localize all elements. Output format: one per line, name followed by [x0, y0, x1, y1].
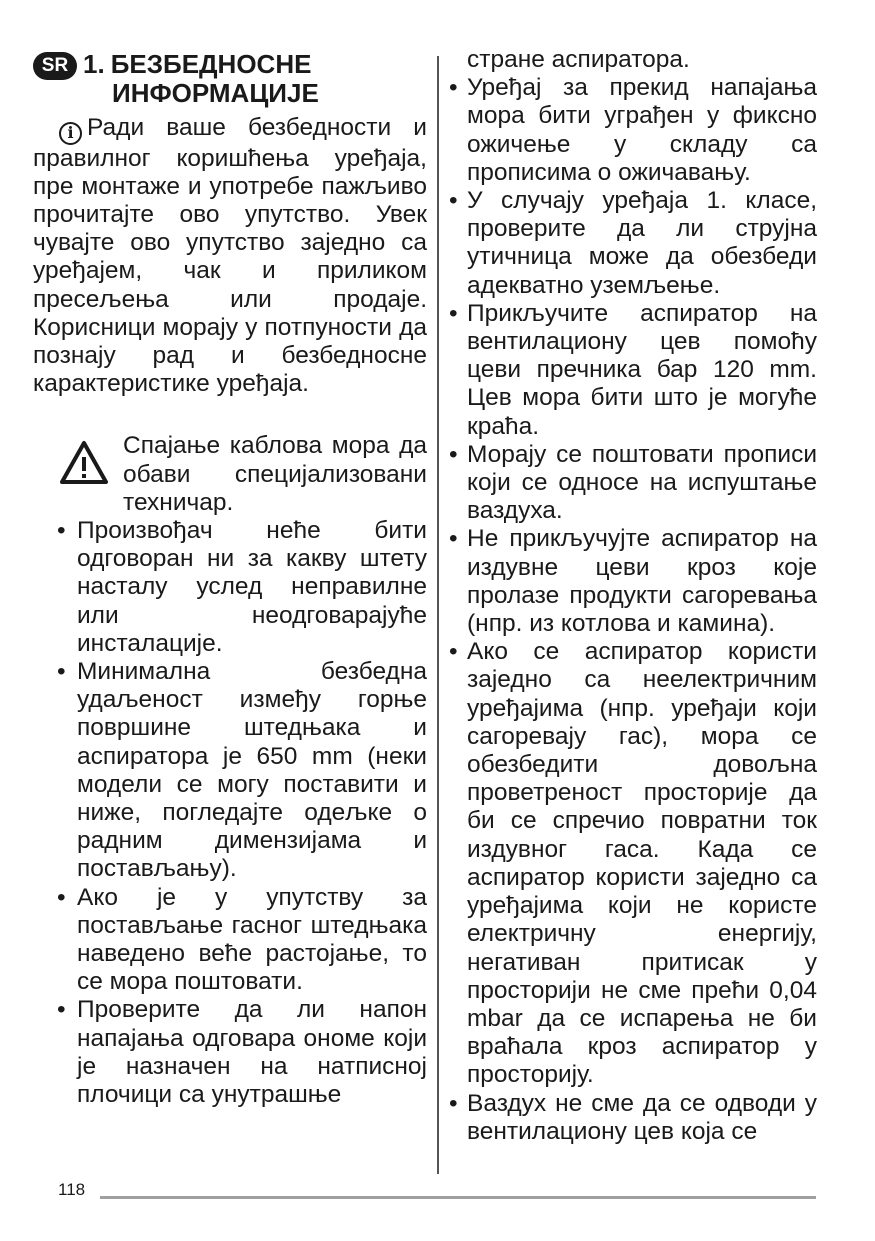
- left-bullet-list: [33, 517, 427, 1109]
- list-item: [449, 525, 817, 638]
- bullet-mark: •: [449, 525, 458, 553]
- list-item-text: Произвођач неће бити одговоран ни за какву штету насталу услед неправилне или неодговарајуће инсталације.: [77, 516, 427, 657]
- page-number: 118: [58, 1180, 86, 1199]
- list-item-text: Морају се поштовати прописи који се односе на испуштање ваздуха.: [467, 440, 817, 525]
- list-item-text: Проверите да ли напон напајања одговара ономе који је назначен на натписној плочици са унутрашње: [77, 996, 427, 1108]
- warning-text: Спајање каблова мора да обави специјализовани техничар.: [123, 432, 427, 516]
- section-title: [83, 50, 319, 108]
- right-bullet-list: [449, 74, 817, 1146]
- column-divider: [437, 56, 439, 1174]
- bullet-mark: •: [57, 996, 66, 1024]
- list-item: [449, 1089, 817, 1146]
- list-item-text: Уређај за прекид напајања мора бити уграђен у фиксно ожичење у складу са прописима о ожичавању.: [467, 74, 817, 186]
- list-item: [33, 517, 427, 658]
- warning-block: [33, 432, 427, 517]
- continued-text: стране аспиратора.: [467, 46, 690, 73]
- safety-info-line1: Ради ваше безбедности и: [87, 114, 427, 141]
- list-item: [449, 440, 817, 526]
- list-item-text: Ваздух не сме да се одводи у вентилациону цев која се: [467, 1089, 817, 1145]
- list-item: [33, 996, 427, 1109]
- left-column: [33, 46, 427, 1109]
- footer-rule: [100, 1196, 816, 1199]
- bullet-mark: •: [449, 638, 458, 666]
- list-item: [33, 884, 427, 997]
- list-item: [449, 187, 817, 300]
- list-item-text: Ако је у упутству за постављање гасног штедњака наведено веће растојање, то се мора поштовати.: [77, 883, 427, 996]
- bullet-mark: •: [57, 516, 66, 544]
- section-heading: [33, 50, 427, 108]
- list-item: [449, 299, 817, 441]
- warning-triangle-icon: [59, 440, 109, 485]
- list-item-text: У случају уређаја 1. класе, проверите да ли струјна утичница може да обезбеди адекватно уземљење.: [467, 187, 817, 299]
- list-item-text: Прикључите аспиратор на вентилациону цев помоћу цеви пречника бар 120 mm. Цев мора бити што је могуће краћа.: [467, 299, 817, 440]
- list-item-text: Минимална безбедна удаљеност између горње површине штедњака и аспиратора је 650 mm (неки модели се могу поставити и ниже, погледајте одељке о радним димензијама и постављању).: [77, 657, 427, 883]
- language-badge: SR: [33, 52, 77, 80]
- list-item: [33, 658, 427, 884]
- list-item: [449, 638, 817, 1089]
- section-title-line2: ИНФОРМАЦИЈЕ: [112, 78, 319, 108]
- info-circle-icon: i: [59, 122, 82, 145]
- bullet-mark: •: [449, 299, 458, 327]
- section-number: 1.: [83, 49, 105, 79]
- bullet-mark: •: [57, 657, 66, 685]
- safety-info-text: правилног коришћења уређаја, пре монтаже и употребе пажљиво прочитајте ово упутство. Увек чувајте ово упутство заједно са уређајем, чак и приликом пресељења или продаје. Корисници морају у потпуности да познају рад и безбедносне карактеристике уређаја.: [33, 144, 427, 398]
- bullet-mark: •: [449, 1089, 458, 1117]
- bullet-mark: •: [449, 187, 458, 215]
- list-item-text: Ако се аспиратор користи заједно са неелектричним уређајима (нпр. уређаји који сагоревају гас), мора се обезбедити довољна проветреност просторије да би се спречио повратни ток издувног гаса. Када се аспиратор користи заједно са уређајима који не користе електричну енергију, негативан притисак у просторији не сме прећи 0,04 mbar да се испарења не би враћала кроз аспиратор у просторију.: [467, 638, 817, 1089]
- list-item: [449, 74, 817, 187]
- right-column: [449, 46, 817, 1146]
- section-title-line1: БЕЗБЕДНОСНЕ: [110, 49, 312, 79]
- bullet-mark: •: [57, 883, 66, 911]
- bullet-mark: •: [449, 74, 458, 102]
- list-item-text: Не прикључујте аспиратор на издувне цеви кроз које пролазе продукти сагоревања (нпр. из котлова и камина).: [467, 525, 817, 638]
- safety-info-paragraph: [33, 114, 427, 398]
- bullet-mark: •: [449, 440, 458, 468]
